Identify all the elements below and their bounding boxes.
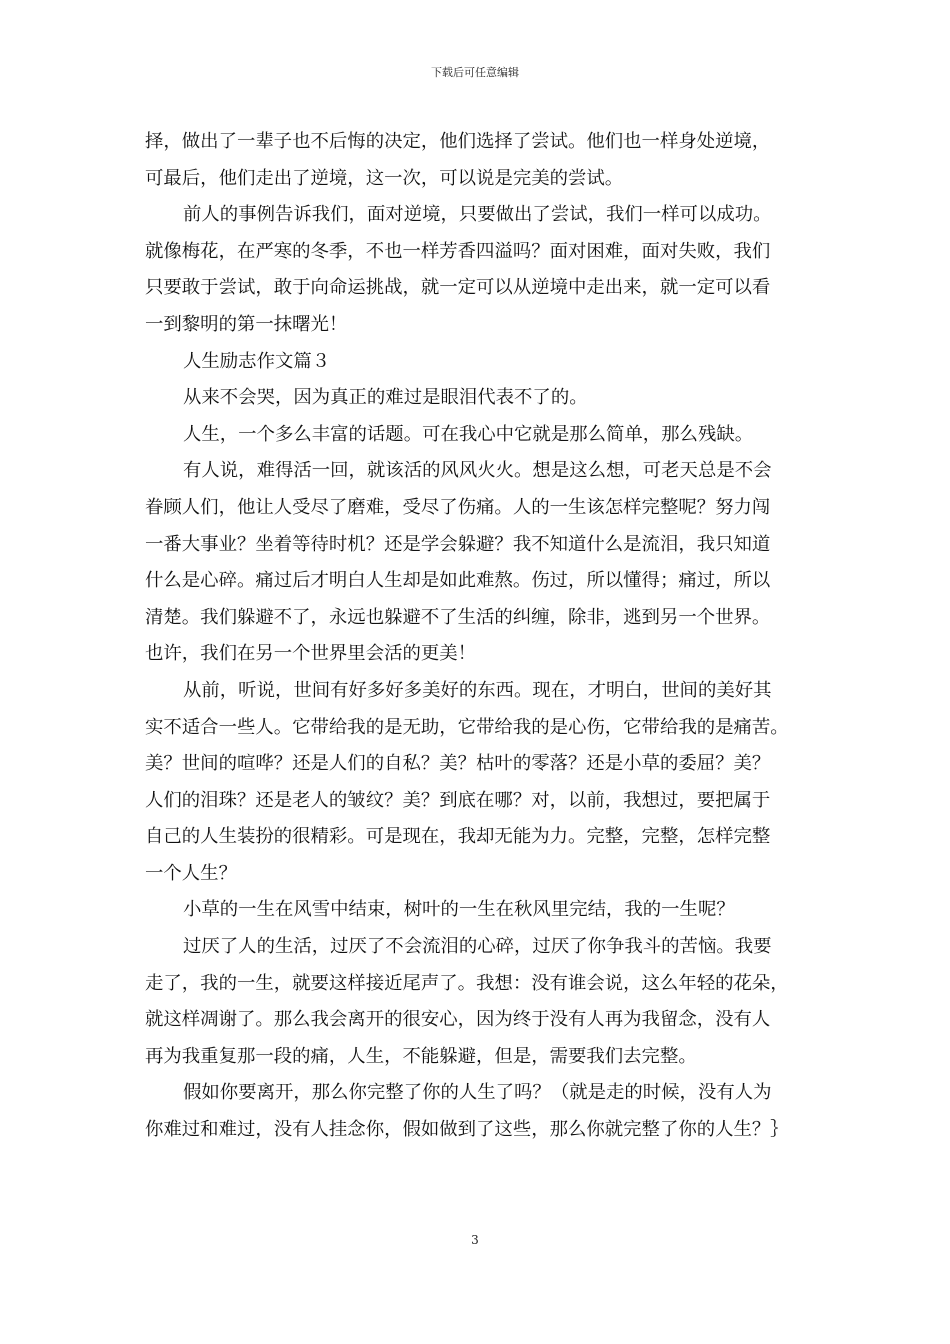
text-line: 你难过和难过，没有人挂念你，假如做到了这些，那么你就完整了你的人生？｝ bbox=[145, 1119, 789, 1141]
text-line: 就这样凋谢了。那么我会离开的很安心，因为终于没有人再为我留念，没有人 bbox=[145, 1009, 771, 1031]
text-line: 就像梅花，在严寒的冬季，不也一样芳香四溢吗？面对困难，面对失败，我们 bbox=[145, 240, 771, 262]
document-body bbox=[145, 124, 815, 1149]
text-line: 眷顾人们，他让人受尽了磨难，受尽了伤痛。人的一生该怎样完整呢？努力闯 bbox=[145, 496, 771, 518]
text-line: 也许，我们在另一个世界里会活的更美！ bbox=[145, 643, 477, 665]
text-line: 再为我重复那一段的痛，人生，不能躲避，但是，需要我们去完整。 bbox=[145, 1045, 697, 1067]
paragraph-start: 过厌了人的生活，过厌了不会流泪的心碎，过厌了你争我斗的苦恼。我要 bbox=[183, 936, 772, 958]
paragraph-start: 小草的一生在风雪中结束，树叶的一生在秋风里完结，我的一生呢？ bbox=[183, 899, 735, 921]
text-line: 什么是心碎。痛过后才明白人生却是如此难熬。伤过，所以懂得；痛过，所以 bbox=[145, 570, 771, 592]
text-line: 走了，我的一生，就要这样接近尾声了。我想：没有谁会说，这么年轻的花朵， bbox=[145, 972, 789, 994]
paragraph-start: 假如你要离开，那么你完整了你的人生了吗？（就是走的时候，没有人为 bbox=[183, 1082, 772, 1104]
paragraph-start: 有人说，难得活一回，就该活的风风火火。想是这么想，可老天总是不会 bbox=[183, 460, 772, 482]
text-line: 一番大事业？坐着等待时机？还是学会躲避？我不知道什么是流泪，我只知道 bbox=[145, 533, 771, 555]
text-line: 择，做出了一辈子也不后悔的决定，他们选择了尝试。他们也一样身处逆境， bbox=[145, 131, 771, 152]
page-header: 下载后可任意编辑 bbox=[431, 66, 519, 79]
text-line: 只要敢于尝试，敢于向命运挑战，就一定可以从逆境中走出来，就一定可以看 bbox=[145, 277, 771, 299]
text-line: 一个人生？ bbox=[145, 862, 237, 884]
paragraph-start: 人生，一个多么丰富的话题。可在我心中它就是那么简单，那么残缺。 bbox=[183, 423, 754, 445]
text-line: 人们的泪珠？还是老人的皱纹？美？到底在哪？对，以前，我想过，要把属于 bbox=[145, 789, 771, 811]
text-line: 美？世间的喧哗？还是人们的自私？美？枯叶的零落？还是小草的委屈？美？ bbox=[145, 753, 771, 775]
text-line: 实不适合一些人。它带给我的是无助，它带给我的是心伤，它带给我的是痛苦。 bbox=[145, 716, 789, 738]
text-line: 一到黎明的第一抹曙光！ bbox=[145, 313, 348, 335]
text-line: 清楚。我们躲避不了，永远也躲避不了生活的纠缠，除非，逃到另一个世界。 bbox=[145, 606, 771, 628]
paragraph-start: 从前，听说，世间有好多好多美好的东西。现在，才明白，世间的美好其 bbox=[183, 679, 772, 701]
section-heading: 人生励志作文篇３ bbox=[183, 350, 331, 372]
paragraph-start: 前人的事例告诉我们，面对逆境，只要做出了尝试，我们一样可以成功。 bbox=[183, 204, 772, 226]
text-line: 可最后，他们走出了逆境，这一次，可以说是完美的尝试。 bbox=[145, 167, 624, 189]
paragraph-start: 从来不会哭，因为真正的难过是眼泪代表不了的。 bbox=[183, 387, 588, 409]
text-line: 自己的人生装扮的很精彩。可是现在，我却无能为力。完整，完整，怎样完整 bbox=[145, 826, 771, 848]
page-number: 3 bbox=[471, 1233, 479, 1247]
